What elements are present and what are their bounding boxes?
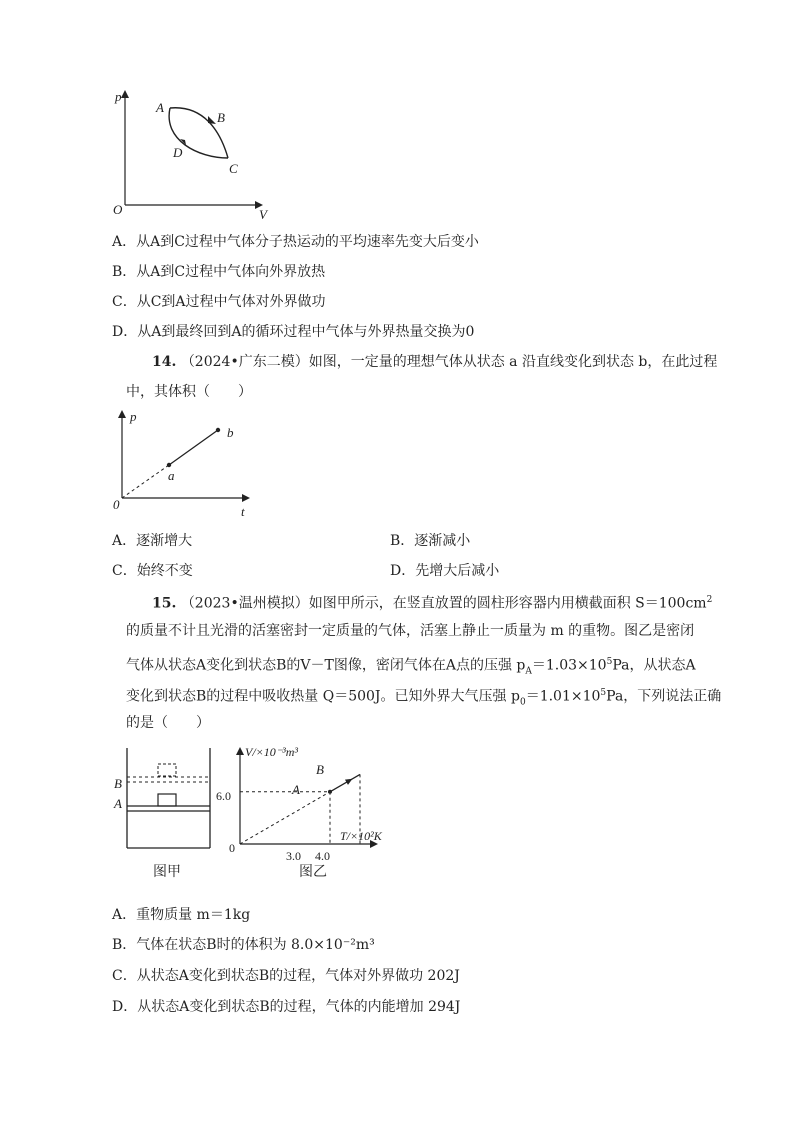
q13-pv-diagram — [108, 90, 278, 225]
q15-option-b: B．气体在状态B时的体积为 8.0×10⁻²m³ — [112, 937, 375, 953]
q13-label-a: A — [156, 100, 164, 115]
q15-stem-line3 — [126, 652, 696, 681]
q15-stem-line5: 的是（ ） — [126, 715, 210, 731]
q14-option-a: A．逐渐增大 — [112, 533, 193, 549]
q15-stem-text-3c: Pa，从状态A — [612, 657, 696, 674]
q15-stem-text-1: （2023•温州模拟）如图甲所示，在竖直放置的圆柱形容器内用横截面积 S＝100cm — [180, 595, 707, 612]
vt-y-arrow — [236, 747, 244, 755]
q15-stem-text-3a: 气体从状态A变化到状态B的V－T图像，密闭气体在A点的压强 p — [126, 657, 526, 674]
q15-stem-text-3b: ＝1.03×10 — [531, 657, 607, 674]
q13-origin-label: O — [113, 202, 123, 217]
q15-stem-text-4c: Pa，下列说法正确 — [606, 688, 722, 705]
q14-origin-label: 0 — [113, 497, 120, 512]
weight-at-b-dashed — [158, 764, 176, 776]
q14-number: 14. — [152, 354, 177, 370]
q15-stem-sup-3: 5 — [606, 657, 613, 667]
q13-option-c: C．从C到A过程中气体对外界做功 — [112, 294, 326, 310]
q13-option-a: A．从A到C过程中气体分子热运动的平均速率先变大后变小 — [112, 234, 479, 250]
vt-x-axis-label: T/×10²K — [340, 829, 382, 843]
q14-axis-p-label: p — [130, 409, 137, 424]
q14-dashed-extension — [122, 465, 169, 498]
q13-label-c: C — [229, 161, 238, 176]
q14-y-arrow — [118, 410, 126, 418]
vt-label-b: B — [316, 762, 324, 777]
vt-y-axis-label: V/×10⁻³m³ — [245, 745, 298, 759]
vt-origin: 0 — [229, 841, 235, 855]
q15-stem-line2: 的质量不计且光滑的活塞密封一定质量的气体，活塞上静止一质量为 m 的重物。图乙是密闭 — [126, 623, 695, 639]
q15-stem-sub-4: 0 — [519, 697, 526, 708]
vt-x-tick-3: 3.0 — [286, 849, 301, 863]
q13-arrow-b — [208, 116, 216, 124]
q13-axis-v-label: V — [259, 207, 267, 222]
q15-fig-jia-container — [120, 748, 220, 858]
q14-option-b: B．逐渐减小 — [390, 533, 471, 549]
q15-stem-sub-3: A — [525, 666, 532, 677]
vt-x-tick-4: 4.0 — [315, 849, 330, 863]
q15-yi-caption: 图乙 — [299, 864, 327, 880]
q15-stem-text-4b: ＝1.01×10 — [525, 688, 601, 705]
q15-stem-text-4a: 变化到状态B的过程中吸收热量 Q＝500J。已知外界大气压强 p — [126, 688, 520, 705]
q13-option-d: D．从A到最终回到A的循环过程中气体与外界热量交换为0 — [112, 324, 475, 340]
q15-stem-sup-4: 5 — [600, 688, 607, 698]
vt-label-a: A — [292, 782, 300, 797]
q13-y-arrow — [121, 90, 129, 98]
q15-number: 15. — [152, 595, 177, 612]
q13-axis-p-label: p — [115, 89, 122, 104]
q14-point-b — [216, 428, 220, 432]
q15-stem-line4 — [126, 683, 721, 712]
q15-option-d: D．从状态A变化到状态B的过程，气体的内能增加 294J — [112, 999, 461, 1015]
vt-y-tick-6: 6.0 — [216, 789, 231, 803]
q14-option-d: D．先增大后减小 — [390, 563, 500, 579]
weight-at-a — [158, 794, 176, 806]
q15-jia-caption: 图甲 — [153, 864, 181, 880]
q14-segment-ab — [169, 430, 218, 465]
vt-point-a — [328, 790, 332, 794]
q15-option-c: C．从状态A变化到状态B的过程，气体对外界做功 202J — [112, 968, 460, 984]
vt-segment-ab — [330, 774, 360, 791]
q15-option-a: A．重物质量 m＝1kg — [112, 907, 251, 923]
vt-dashed-extension — [240, 792, 330, 844]
q14-stem-line1 — [152, 352, 717, 372]
q14-stem-text: （2024•广东二模）如图，一定量的理想气体从状态 a 沿直线变化到状态 b，在此过程 — [180, 354, 718, 370]
q14-option-c: C．始终不变 — [112, 563, 193, 579]
q14-axis-t-label: t — [241, 504, 245, 519]
q13-label-b: B — [217, 110, 225, 125]
q13-option-b: B．从A到C过程中气体向外界放热 — [112, 264, 326, 280]
q14-x-arrow — [242, 494, 250, 502]
q15-stem-sup-1: 2 — [706, 595, 713, 605]
q14-label-b: b — [227, 425, 234, 440]
q15-stem-line1 — [152, 590, 712, 614]
q15-jia-label-b: B — [114, 776, 122, 791]
q15-jia-label-a: A — [114, 796, 122, 811]
q14-stem-line2: 中，其体积（ ） — [126, 384, 252, 400]
q14-label-a: a — [168, 468, 175, 483]
q13-label-d: D — [173, 145, 183, 160]
